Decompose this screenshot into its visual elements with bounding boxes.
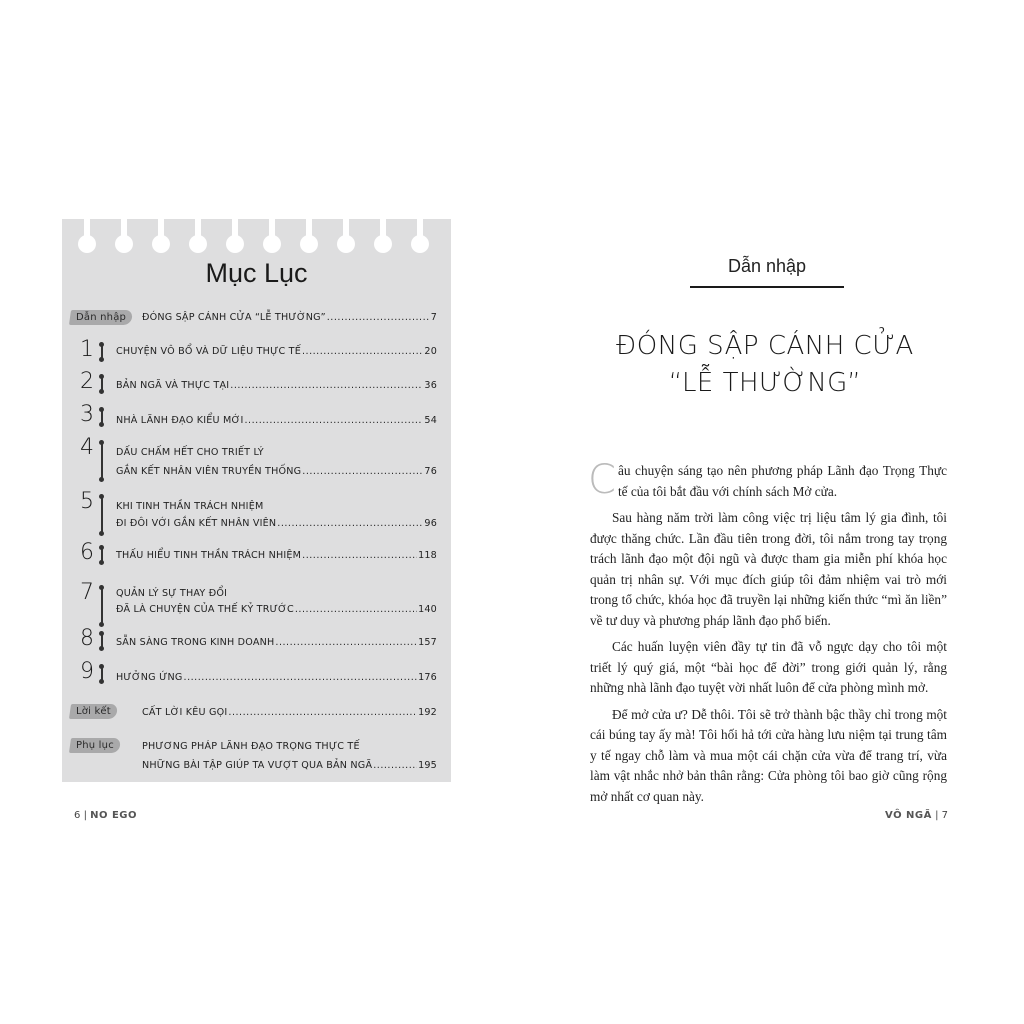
chapter-marker <box>101 343 103 361</box>
chapter-marker <box>101 441 103 481</box>
toc-line: CẤT LỜI KÊU GỌI ..... 192 <box>142 707 437 718</box>
toc-line: CHUYỆN VÔ BỔ VÀ DỮ LIỆU THỰC TẾ ..... 20 <box>116 346 437 357</box>
folio-separator: | <box>83 810 87 821</box>
toc-line: PHƯƠNG PHÁP LÃNH ĐẠO TRỌNG THỰC TẾ <box>142 741 360 752</box>
paragraph: Câu chuyện sáng tạo nên phương pháp Lãnh đạo Trọng Thực tế của tôi bắt đầu với chính sách Mở cửa. <box>588 457 947 503</box>
page-number: 7 <box>430 312 437 323</box>
drop-cap: C <box>588 457 616 503</box>
page-number: 176 <box>418 672 437 683</box>
chapter-marker <box>101 375 103 393</box>
ring-hole <box>226 235 244 253</box>
chapter-number: 8 <box>80 626 95 651</box>
chapter-marker <box>101 665 103 683</box>
ring-hole <box>115 235 133 253</box>
chapter-number: 3 <box>80 402 95 427</box>
chapter-number: 6 <box>80 540 95 565</box>
right-page-number: 7 <box>941 810 948 821</box>
paragraph: Để mở cửa ư? Dễ thôi. Tôi sẽ trở thành bậc thầy chỉ trong một cái búng tay ấy mà! Tôi hối hả tới cửa hàng lưu niệm tại trung tâm y tế ngay chỗ làm và mua một cái chặn cửa vừa để trang trí, vừa làm vật nhắc nhở bản thân rằng: Cửa phòng tôi bao giờ cũng rộng mở nhất cơ quan này. <box>590 706 947 804</box>
ring-hole <box>189 235 207 253</box>
section-label: Phụ lục <box>69 738 121 753</box>
chapter-number: 5 <box>80 489 95 514</box>
chapter-label: Dẫn nhập <box>727 256 807 276</box>
chapter-title <box>560 328 970 402</box>
chapter-number: 1 <box>80 337 95 362</box>
chapter-number: 2 <box>80 369 95 394</box>
chapter-number: 9 <box>80 659 95 684</box>
ring-hole <box>152 235 170 253</box>
toc-line: KHI TINH THẦN TRÁCH NHIỆM <box>116 501 264 512</box>
page-number: 118 <box>418 550 437 561</box>
page-number: 195 <box>418 760 437 771</box>
chapter-body <box>588 457 947 813</box>
toc-line: THẤU HIỂU TINH THẦN TRÁCH NHIỆM ..... 118 <box>116 550 437 561</box>
right-running-title: VÔ NGÃ <box>885 810 932 821</box>
ring-hole <box>263 235 281 253</box>
page-number: 96 <box>424 518 437 529</box>
left-page-number: 6 <box>74 810 81 821</box>
toc-line: HƯỞNG ỨNG ..... 176 <box>116 672 437 683</box>
page-number: 36 <box>424 380 437 391</box>
left-folio <box>74 810 137 821</box>
chapter-title-line: ĐÓNG SẬP CÁNH CỬA <box>616 331 914 361</box>
left-running-title: NO EGO <box>90 810 138 821</box>
toc-title: Mục Lục <box>205 258 308 288</box>
page-number: 20 <box>424 346 437 357</box>
ring-hole <box>411 235 429 253</box>
chapter-title-line: “LỄ THƯỜNG” <box>668 368 862 398</box>
toc-line: SẴN SÀNG TRONG KINH DOANH ..... 157 <box>116 637 437 648</box>
ring-hole <box>374 235 392 253</box>
chapter-rule <box>690 286 844 288</box>
notepad-rings <box>62 219 451 259</box>
toc-notepad <box>62 219 451 782</box>
toc-line: NHỮNG BÀI TẬP GIÚP TA VƯỢT QUA BẢN NGÃ ..... 195 <box>142 760 437 771</box>
page-number: 192 <box>418 707 437 718</box>
toc-line: NHÀ LÃNH ĐẠO KIỂU MỚI ..... 54 <box>116 415 437 426</box>
toc-line: GẮN KẾT NHÂN VIÊN TRUYỀN THỐNG ..... 76 <box>116 466 437 477</box>
chapter-marker <box>101 495 103 535</box>
chapter-marker <box>101 586 103 626</box>
chapter-marker <box>101 632 103 650</box>
toc-line: DẤU CHẤM HẾT CHO TRIẾT LÝ <box>116 447 264 458</box>
chapter-number: 7 <box>80 580 95 605</box>
page-number: 76 <box>424 466 437 477</box>
ring-hole <box>78 235 96 253</box>
chapter-number: 4 <box>80 435 95 460</box>
toc-line: BẢN NGÃ VÀ THỰC TẠI ..... 36 <box>116 380 437 391</box>
toc-line: QUẢN LÝ SỰ THAY ĐỔI <box>116 588 228 599</box>
ring-hole <box>337 235 355 253</box>
chapter-marker <box>101 546 103 564</box>
toc-line: ĐÃ LÀ CHUYỆN CỦA THẾ KỶ TRƯỚC ..... 140 <box>116 604 437 615</box>
section-label: Lời kết <box>69 704 118 719</box>
ring-hole <box>300 235 318 253</box>
page-number: 140 <box>418 604 437 615</box>
page-number: 54 <box>424 415 437 426</box>
folio-separator: | <box>935 810 939 821</box>
paragraph: Sau hàng năm trời làm công việc trị liệu tâm lý gia đình, tôi được thăng chức. Lần đầu tiên trong đời, tôi nắm trong tay trọng trách lãnh đạo một đội ngũ và được tham gia miễn phí khóa học quản trị nhân sự. Với mục đích giúp tôi đảm nhiệm vai trò mới trong tổ chức, khóa học đã truyền lại những kiến thức “mì ăn liền” về tư duy và phương pháp lãnh đạo phổ biến. <box>590 510 947 628</box>
paragraph: Các huấn luyện viên đầy tự tin đã vỗ ngực dạy cho tôi một triết lý quý giá, một “bài học để đời” trong giới quản lý, rằng những nhà lãnh đạo tuyệt vời nhất luôn để cửa phòng mình mở. <box>590 639 947 695</box>
chapter-marker <box>101 408 103 426</box>
toc-line: ĐÓNG SẬP CÁNH CỬA “LỄ THƯỜNG” ..... 7 <box>142 312 437 323</box>
right-folio <box>885 810 948 821</box>
page-number: 157 <box>418 637 437 648</box>
section-label: Dẫn nhập <box>69 310 133 325</box>
toc-line: ĐI ĐÔI VỚI GẮN KẾT NHÂN VIÊN ..... 96 <box>116 518 437 529</box>
